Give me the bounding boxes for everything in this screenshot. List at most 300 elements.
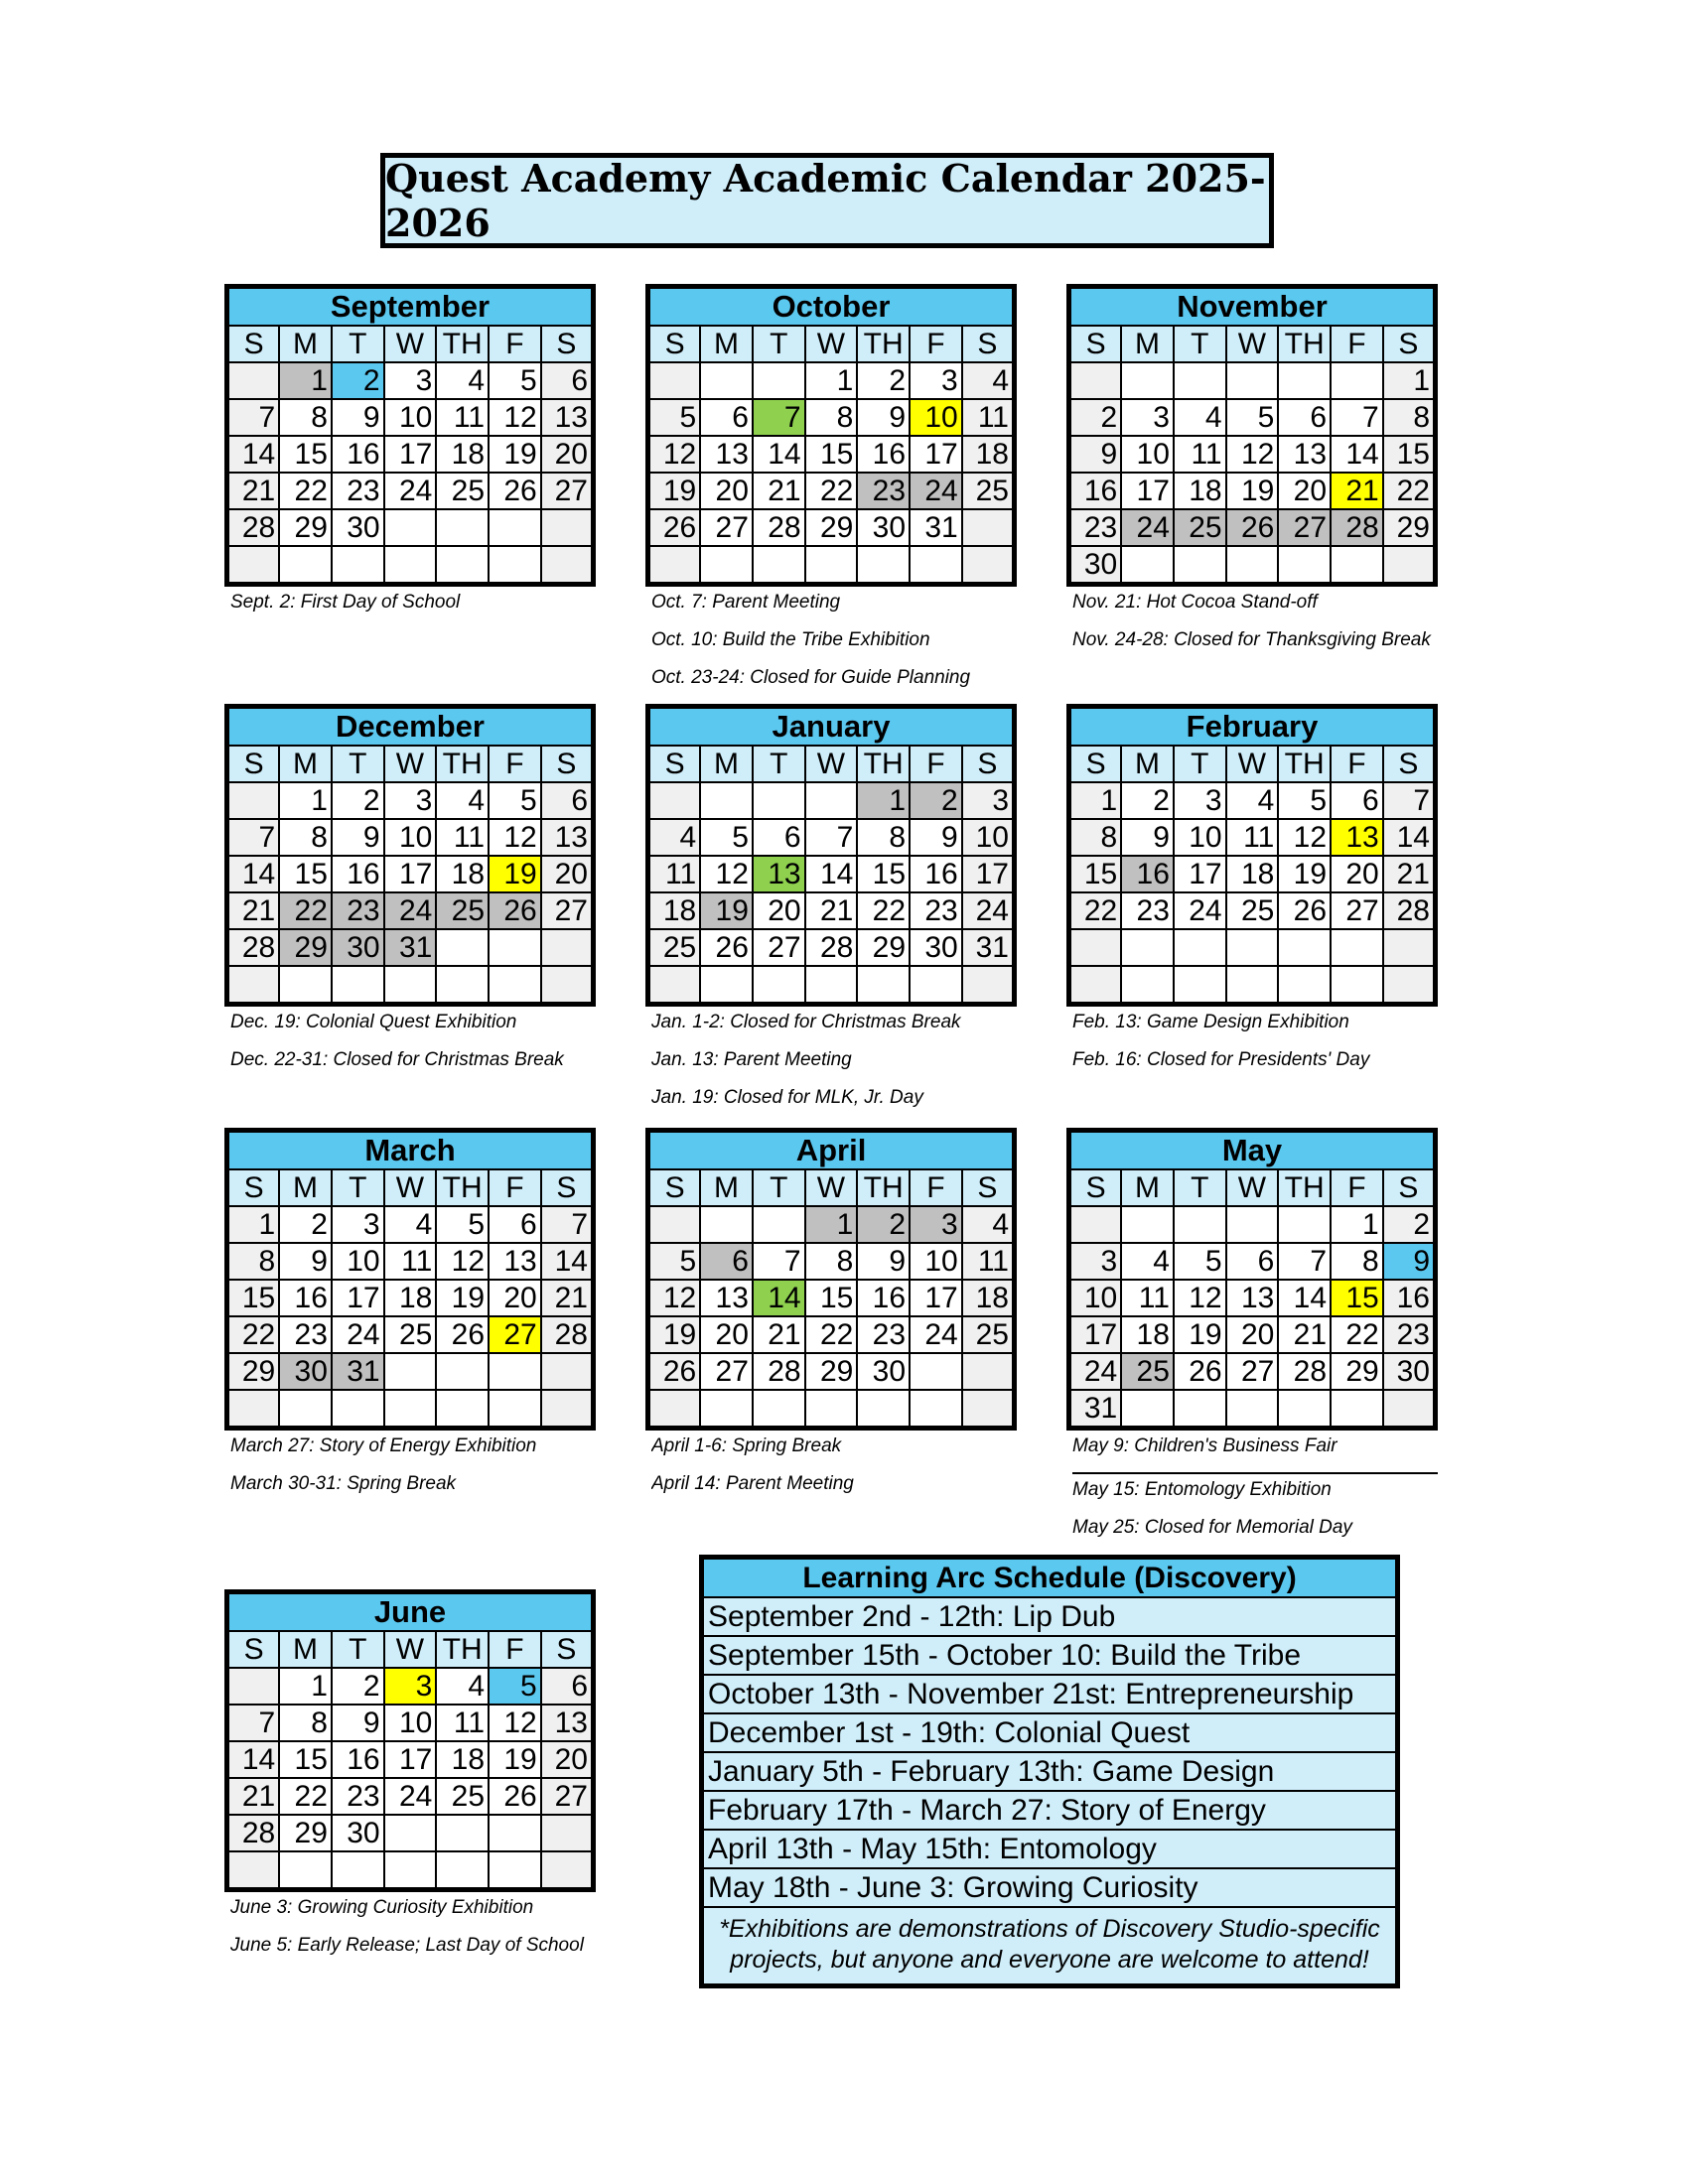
- day-cell: 6: [700, 399, 753, 436]
- empty-day-cell: [648, 966, 701, 1005]
- day-cell: 16: [857, 436, 910, 473]
- empty-day-cell: [489, 1815, 541, 1851]
- day-cell: 6: [541, 782, 594, 819]
- day-cell: 22: [805, 473, 858, 509]
- day-header: M: [279, 326, 332, 362]
- day-cell: 5: [1278, 782, 1331, 819]
- day-header: S: [541, 326, 594, 362]
- day-cell: 4: [384, 1206, 437, 1243]
- day-cell: 8: [857, 819, 910, 856]
- day-cell: 28: [227, 1815, 280, 1851]
- day-header: S: [1383, 326, 1436, 362]
- empty-day-cell: [489, 1353, 541, 1390]
- day-cell: 23: [1121, 892, 1174, 929]
- empty-day-cell: [1278, 1390, 1331, 1429]
- day-cell: 2: [1069, 399, 1122, 436]
- day-cell: 4: [1121, 1243, 1174, 1280]
- empty-day-cell: [1121, 1390, 1174, 1429]
- day-cell: 13: [489, 1243, 541, 1280]
- month-notes: [645, 1436, 1017, 1512]
- day-cell: 11: [436, 819, 489, 856]
- event-note: Nov. 24-28: Closed for Thanksgiving Break: [1072, 630, 1431, 650]
- month-name: April: [648, 1131, 1015, 1170]
- day-cell: 28: [541, 1316, 594, 1353]
- day-cell: 26: [700, 929, 753, 966]
- day-cell: 16: [332, 1741, 384, 1778]
- day-cell: 13: [700, 436, 753, 473]
- day-cell: 29: [279, 929, 332, 966]
- day-cell: 5: [700, 819, 753, 856]
- empty-day-cell: [384, 966, 437, 1005]
- day-header: S: [648, 746, 701, 782]
- day-cell: 10: [384, 1705, 437, 1741]
- day-cell: 1: [1331, 1206, 1383, 1243]
- day-header: W: [384, 326, 437, 362]
- day-cell: 26: [1278, 892, 1331, 929]
- day-cell: 18: [436, 1741, 489, 1778]
- day-cell: 7: [753, 399, 805, 436]
- day-cell: 5: [1226, 399, 1279, 436]
- empty-day-cell: [805, 966, 858, 1005]
- day-cell: 16: [1383, 1280, 1436, 1316]
- day-cell: 5: [648, 1243, 701, 1280]
- day-cell: 25: [962, 1316, 1015, 1353]
- empty-day-cell: [1226, 1390, 1279, 1429]
- day-cell: 4: [436, 362, 489, 399]
- day-cell: 21: [227, 892, 280, 929]
- day-cell: 27: [753, 929, 805, 966]
- day-cell: 27: [1331, 892, 1383, 929]
- event-note: March 27: Story of Energy Exhibition: [230, 1436, 537, 1456]
- month-grid: [224, 1589, 596, 1892]
- empty-day-cell: [436, 546, 489, 585]
- day-cell: 20: [1226, 1316, 1279, 1353]
- empty-day-cell: [753, 1206, 805, 1243]
- day-cell: 15: [227, 1280, 280, 1316]
- day-cell: 11: [1174, 436, 1226, 473]
- day-cell: 19: [489, 436, 541, 473]
- day-cell: 11: [962, 1243, 1015, 1280]
- month-june: [224, 1589, 596, 1974]
- day-cell: 23: [1383, 1316, 1436, 1353]
- day-cell: 24: [1121, 509, 1174, 546]
- day-cell: 7: [227, 1705, 280, 1741]
- day-cell: 18: [962, 436, 1015, 473]
- day-cell: 4: [1226, 782, 1279, 819]
- day-header: S: [648, 1169, 701, 1206]
- day-cell: 19: [648, 473, 701, 509]
- day-cell: 19: [1226, 473, 1279, 509]
- day-cell: 18: [1226, 856, 1279, 892]
- day-cell: 9: [857, 399, 910, 436]
- empty-day-cell: [648, 362, 701, 399]
- day-header: S: [227, 326, 280, 362]
- day-cell: 28: [1331, 509, 1383, 546]
- month-name: June: [227, 1592, 594, 1632]
- day-cell: 1: [279, 1668, 332, 1705]
- day-cell: 12: [1226, 436, 1279, 473]
- day-cell: 10: [1121, 436, 1174, 473]
- day-cell: 29: [1331, 1353, 1383, 1390]
- day-header: F: [910, 326, 962, 362]
- empty-day-cell: [648, 782, 701, 819]
- empty-day-cell: [962, 1390, 1015, 1429]
- day-cell: 16: [279, 1280, 332, 1316]
- empty-day-cell: [1383, 966, 1436, 1005]
- day-cell: 30: [857, 509, 910, 546]
- empty-day-cell: [541, 1815, 594, 1851]
- day-cell: 29: [805, 1353, 858, 1390]
- empty-day-cell: [857, 966, 910, 1005]
- month-name: May: [1069, 1131, 1436, 1170]
- empty-day-cell: [1278, 929, 1331, 966]
- day-cell: 29: [279, 1815, 332, 1851]
- empty-day-cell: [1226, 929, 1279, 966]
- day-cell: 8: [1331, 1243, 1383, 1280]
- day-header: S: [227, 746, 280, 782]
- day-cell: 25: [648, 929, 701, 966]
- empty-day-cell: [805, 782, 858, 819]
- day-cell: 10: [910, 1243, 962, 1280]
- month-february: [1066, 704, 1438, 1088]
- day-cell: 2: [1121, 782, 1174, 819]
- day-cell: 15: [805, 436, 858, 473]
- day-cell: 12: [489, 819, 541, 856]
- day-cell: 5: [1174, 1243, 1226, 1280]
- month-september: [224, 284, 596, 630]
- day-cell: 9: [332, 399, 384, 436]
- empty-day-cell: [384, 1390, 437, 1429]
- day-cell: 16: [910, 856, 962, 892]
- empty-day-cell: [332, 1390, 384, 1429]
- day-cell: 28: [753, 509, 805, 546]
- day-cell: 11: [1121, 1280, 1174, 1316]
- day-cell: 31: [384, 929, 437, 966]
- empty-day-cell: [1226, 546, 1279, 585]
- day-cell: 25: [436, 473, 489, 509]
- day-cell: 3: [332, 1206, 384, 1243]
- day-cell: 9: [279, 1243, 332, 1280]
- day-cell: 10: [384, 399, 437, 436]
- day-cell: 27: [700, 1353, 753, 1390]
- day-cell: 21: [753, 473, 805, 509]
- day-cell: 8: [227, 1243, 280, 1280]
- empty-day-cell: [436, 1815, 489, 1851]
- day-header: F: [489, 326, 541, 362]
- day-cell: 22: [1383, 473, 1436, 509]
- day-cell: 13: [1226, 1280, 1279, 1316]
- day-cell: 24: [1069, 1353, 1122, 1390]
- day-cell: 20: [489, 1280, 541, 1316]
- empty-day-cell: [700, 362, 753, 399]
- day-cell: 18: [962, 1280, 1015, 1316]
- event-note: Dec. 19: Colonial Quest Exhibition: [230, 1013, 517, 1032]
- day-cell: 31: [910, 509, 962, 546]
- day-header: M: [1121, 326, 1174, 362]
- day-cell: 11: [436, 1705, 489, 1741]
- day-header: TH: [857, 326, 910, 362]
- month-notes: [1066, 593, 1438, 668]
- empty-day-cell: [1174, 1206, 1226, 1243]
- day-header: F: [910, 746, 962, 782]
- day-cell: 22: [279, 473, 332, 509]
- day-cell: 2: [857, 362, 910, 399]
- day-cell: 21: [805, 892, 858, 929]
- day-cell: 25: [436, 892, 489, 929]
- empty-day-cell: [962, 966, 1015, 1005]
- month-grid: [1066, 1128, 1438, 1431]
- empty-day-cell: [1069, 1206, 1122, 1243]
- day-cell: 20: [1331, 856, 1383, 892]
- day-header: F: [489, 746, 541, 782]
- event-note: Jan. 13: Parent Meeting: [651, 1050, 852, 1070]
- day-header: TH: [857, 746, 910, 782]
- empty-day-cell: [1121, 966, 1174, 1005]
- event-note: Nov. 21: Hot Cocoa Stand-off: [1072, 593, 1318, 613]
- month-name: October: [648, 287, 1015, 327]
- day-header: S: [962, 326, 1015, 362]
- empty-day-cell: [227, 782, 280, 819]
- day-cell: 7: [1278, 1243, 1331, 1280]
- day-cell: 9: [332, 819, 384, 856]
- day-cell: 18: [648, 892, 701, 929]
- day-cell: 26: [648, 1353, 701, 1390]
- day-cell: 31: [332, 1353, 384, 1390]
- event-note: Oct. 10: Build the Tribe Exhibition: [651, 630, 930, 650]
- empty-day-cell: [541, 1353, 594, 1390]
- month-grid: [645, 704, 1017, 1007]
- empty-day-cell: [541, 509, 594, 546]
- day-cell: 30: [857, 1353, 910, 1390]
- day-header: T: [1174, 1169, 1226, 1206]
- day-cell: 8: [805, 399, 858, 436]
- day-cell: 27: [1226, 1353, 1279, 1390]
- day-cell: 12: [489, 1705, 541, 1741]
- day-cell: 20: [753, 892, 805, 929]
- day-cell: 29: [1383, 509, 1436, 546]
- day-cell: 13: [753, 856, 805, 892]
- day-cell: 18: [384, 1280, 437, 1316]
- empty-day-cell: [384, 1815, 437, 1851]
- month-name: February: [1069, 707, 1436, 747]
- day-header: M: [700, 746, 753, 782]
- day-header: W: [805, 746, 858, 782]
- day-cell: 28: [805, 929, 858, 966]
- empty-day-cell: [436, 1851, 489, 1890]
- month-name: March: [227, 1131, 594, 1170]
- day-header: TH: [857, 1169, 910, 1206]
- empty-day-cell: [805, 1390, 858, 1429]
- day-cell: 8: [805, 1243, 858, 1280]
- day-cell: 7: [1331, 399, 1383, 436]
- day-cell: 22: [279, 892, 332, 929]
- day-cell: 30: [1069, 546, 1122, 585]
- day-cell: 25: [962, 473, 1015, 509]
- day-cell: 5: [648, 399, 701, 436]
- day-cell: 20: [700, 473, 753, 509]
- day-cell: 8: [1383, 399, 1436, 436]
- event-note: March 30-31: Spring Break: [230, 1474, 457, 1494]
- day-cell: 17: [384, 856, 437, 892]
- day-cell: 21: [227, 473, 280, 509]
- day-cell: 6: [700, 1243, 753, 1280]
- day-cell: 2: [332, 1668, 384, 1705]
- empty-day-cell: [1331, 966, 1383, 1005]
- day-cell: 26: [489, 1778, 541, 1815]
- empty-day-cell: [1331, 1390, 1383, 1429]
- day-header: TH: [1278, 326, 1331, 362]
- day-cell: 15: [1383, 436, 1436, 473]
- day-cell: 1: [1069, 782, 1122, 819]
- day-cell: 10: [1174, 819, 1226, 856]
- day-cell: 7: [805, 819, 858, 856]
- day-header: W: [1226, 326, 1279, 362]
- empty-day-cell: [648, 1206, 701, 1243]
- month-grid: [1066, 284, 1438, 587]
- day-cell: 28: [1278, 1353, 1331, 1390]
- day-cell: 11: [1226, 819, 1279, 856]
- empty-day-cell: [1331, 929, 1383, 966]
- calendar-title-box: [380, 153, 1274, 248]
- month-april: [645, 1128, 1017, 1512]
- empty-day-cell: [436, 509, 489, 546]
- day-cell: 7: [227, 819, 280, 856]
- day-cell: 26: [1174, 1353, 1226, 1390]
- day-cell: 27: [541, 1778, 594, 1815]
- day-cell: 1: [1383, 362, 1436, 399]
- day-cell: 16: [332, 436, 384, 473]
- day-cell: 23: [857, 1316, 910, 1353]
- day-cell: 13: [541, 1705, 594, 1741]
- day-cell: 14: [753, 436, 805, 473]
- day-cell: 14: [1331, 436, 1383, 473]
- event-note: Jan. 19: Closed for MLK, Jr. Day: [651, 1088, 923, 1108]
- month-name: January: [648, 707, 1015, 747]
- day-cell: 4: [962, 1206, 1015, 1243]
- day-cell: 29: [279, 509, 332, 546]
- day-cell: 21: [227, 1778, 280, 1815]
- day-cell: 12: [436, 1243, 489, 1280]
- day-header: F: [1331, 1169, 1383, 1206]
- day-cell: 26: [648, 509, 701, 546]
- day-cell: 25: [384, 1316, 437, 1353]
- day-cell: 9: [332, 1705, 384, 1741]
- day-cell: 22: [805, 1316, 858, 1353]
- day-cell: 18: [1121, 1316, 1174, 1353]
- day-header: W: [1226, 1169, 1279, 1206]
- day-cell: 17: [1121, 473, 1174, 509]
- day-header: TH: [436, 1169, 489, 1206]
- empty-day-cell: [489, 966, 541, 1005]
- day-cell: 17: [910, 1280, 962, 1316]
- event-note: June 3: Growing Curiosity Exhibition: [230, 1898, 534, 1918]
- arc-row: December 1st - 19th: Colonial Quest: [704, 1714, 1395, 1753]
- day-cell: 20: [700, 1316, 753, 1353]
- day-cell: 17: [910, 436, 962, 473]
- day-cell: 13: [1278, 436, 1331, 473]
- day-cell: 9: [1383, 1243, 1436, 1280]
- month-march: [224, 1128, 596, 1512]
- day-header: S: [541, 1169, 594, 1206]
- day-cell: 3: [1121, 399, 1174, 436]
- month-grid: [645, 1128, 1017, 1431]
- day-header: W: [384, 746, 437, 782]
- day-cell: 21: [753, 1316, 805, 1353]
- empty-day-cell: [1278, 362, 1331, 399]
- empty-day-cell: [489, 546, 541, 585]
- day-cell: 3: [384, 1668, 437, 1705]
- day-cell: 19: [489, 856, 541, 892]
- empty-day-cell: [1069, 362, 1122, 399]
- day-cell: 17: [332, 1280, 384, 1316]
- day-header: W: [805, 326, 858, 362]
- empty-day-cell: [1174, 1390, 1226, 1429]
- empty-day-cell: [910, 966, 962, 1005]
- day-cell: 19: [1278, 856, 1331, 892]
- day-cell: 24: [910, 473, 962, 509]
- day-cell: 6: [753, 819, 805, 856]
- empty-day-cell: [541, 929, 594, 966]
- day-cell: 14: [227, 856, 280, 892]
- day-cell: 14: [227, 1741, 280, 1778]
- month-november: [1066, 284, 1438, 668]
- day-header: S: [1383, 1169, 1436, 1206]
- empty-day-cell: [279, 546, 332, 585]
- empty-day-cell: [541, 1390, 594, 1429]
- day-cell: 30: [1383, 1353, 1436, 1390]
- day-cell: 20: [541, 856, 594, 892]
- day-header: S: [1069, 326, 1122, 362]
- day-cell: 30: [332, 929, 384, 966]
- day-cell: 27: [541, 892, 594, 929]
- day-cell: 23: [857, 473, 910, 509]
- month-grid: [645, 284, 1017, 587]
- day-cell: 16: [857, 1280, 910, 1316]
- empty-day-cell: [1174, 929, 1226, 966]
- day-header: S: [962, 1169, 1015, 1206]
- day-cell: 7: [1383, 782, 1436, 819]
- day-cell: 11: [436, 399, 489, 436]
- empty-day-cell: [1174, 362, 1226, 399]
- empty-day-cell: [1226, 362, 1279, 399]
- empty-day-cell: [700, 1390, 753, 1429]
- day-cell: 2: [332, 362, 384, 399]
- day-cell: 14: [805, 856, 858, 892]
- empty-day-cell: [332, 546, 384, 585]
- day-cell: 1: [805, 1206, 858, 1243]
- empty-day-cell: [1121, 1206, 1174, 1243]
- day-cell: 9: [1069, 436, 1122, 473]
- day-cell: 12: [648, 436, 701, 473]
- empty-day-cell: [1174, 546, 1226, 585]
- day-cell: 13: [700, 1280, 753, 1316]
- event-note: Sept. 2: First Day of School: [230, 593, 461, 613]
- arc-row: February 17th - March 27: Story of Energy: [704, 1792, 1395, 1831]
- day-cell: 4: [436, 782, 489, 819]
- empty-day-cell: [279, 966, 332, 1005]
- day-cell: 13: [1331, 819, 1383, 856]
- empty-day-cell: [1383, 546, 1436, 585]
- day-header: W: [384, 1631, 437, 1668]
- empty-day-cell: [1331, 546, 1383, 585]
- day-cell: 2: [279, 1206, 332, 1243]
- month-notes: [224, 1436, 596, 1512]
- day-cell: 18: [436, 856, 489, 892]
- day-cell: 12: [1174, 1280, 1226, 1316]
- day-cell: 28: [1383, 892, 1436, 929]
- empty-day-cell: [384, 546, 437, 585]
- arc-row: September 15th - October 10: Build the Tribe: [704, 1637, 1395, 1676]
